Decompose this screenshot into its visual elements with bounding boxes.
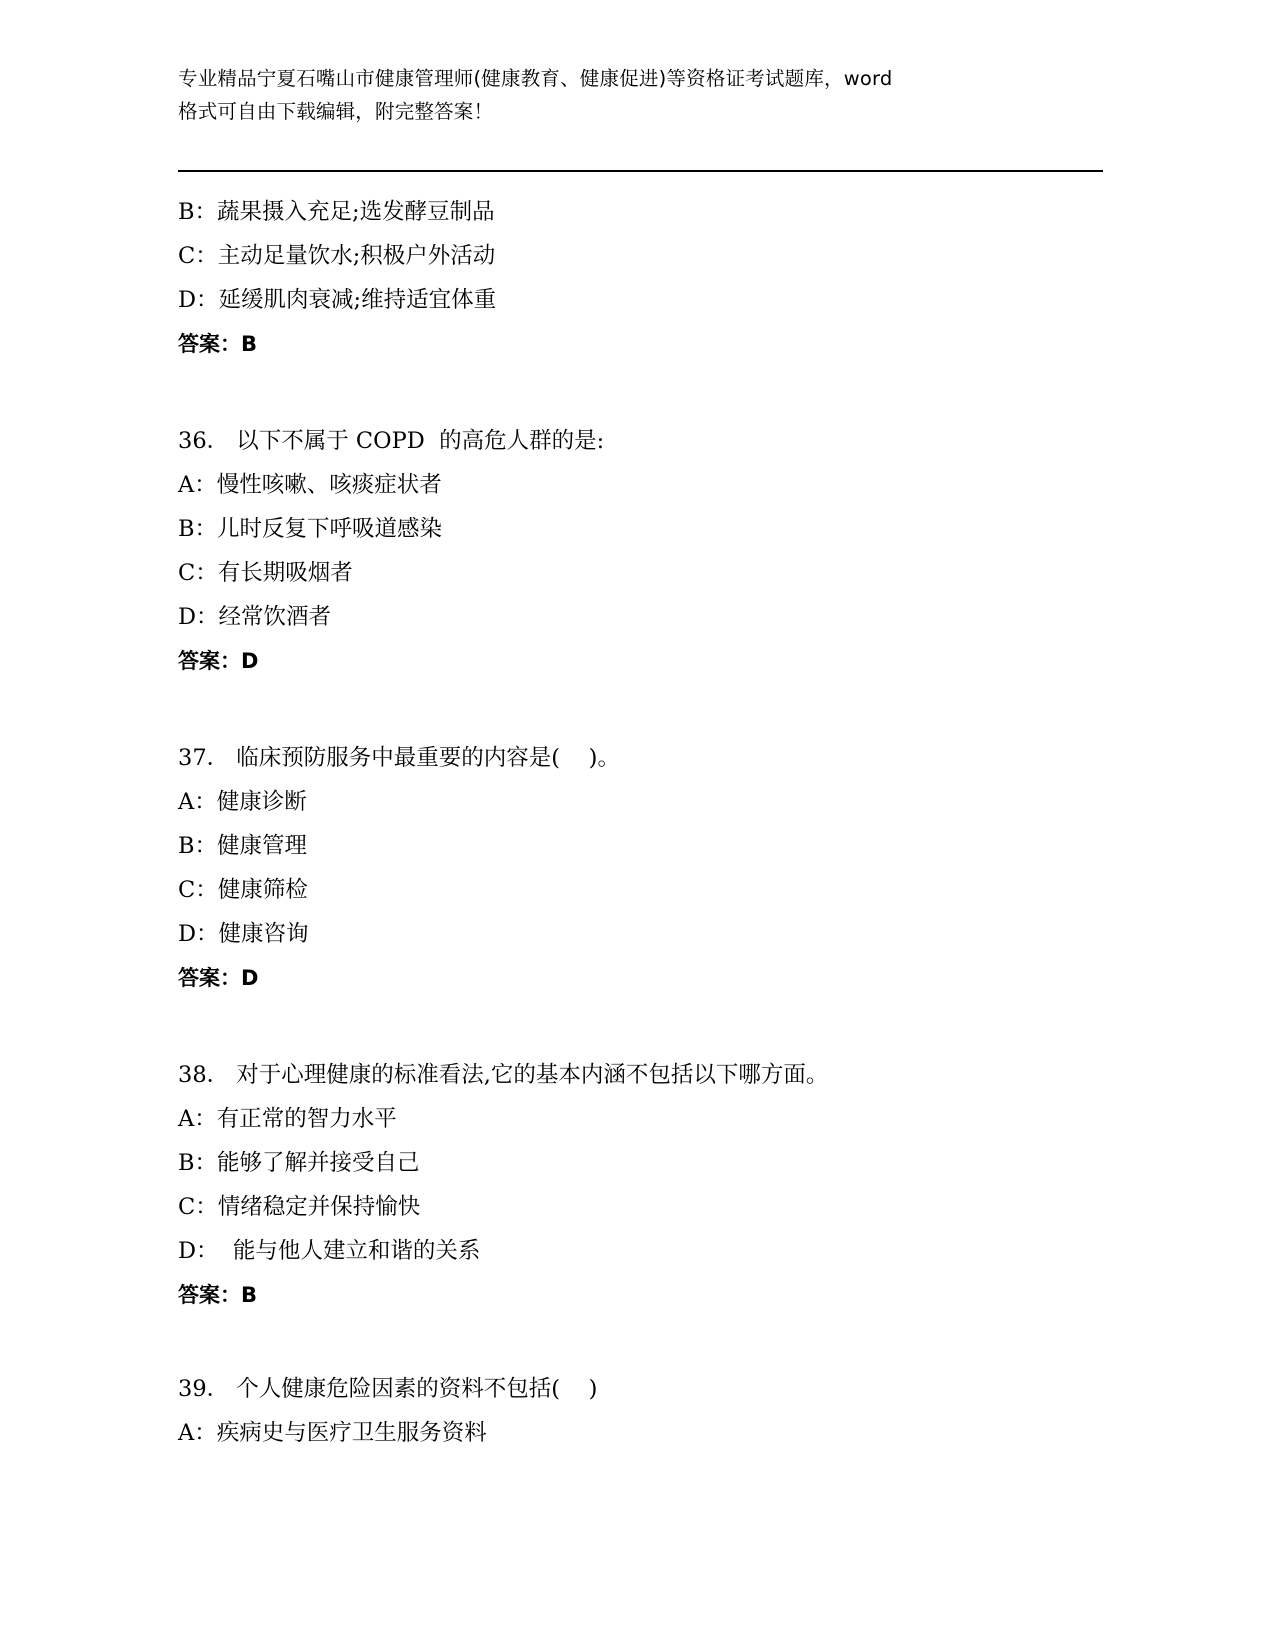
answer-value: D <box>241 966 259 990</box>
option-item: C：主动足量饮水;积极户外活动 <box>178 243 496 269</box>
page-content <box>178 0 1103 1455</box>
answer-label: 答案： <box>178 966 241 990</box>
question-block <box>178 736 1103 1000</box>
option-item: C：健康筛检 <box>178 877 308 903</box>
option-item: A：有正常的智力水平 <box>178 1106 397 1132</box>
option-item: A：健康诊断 <box>178 789 307 815</box>
answer-value: B <box>241 332 258 356</box>
question-block <box>178 1053 1103 1317</box>
option-item: A：疾病史与医疗卫生服务资料 <box>178 1420 487 1446</box>
document-body <box>178 172 1103 1455</box>
answer-line <box>178 639 1103 683</box>
answer-line <box>178 1273 1103 1317</box>
option-item: B：蔬果摄入充足;选发酵豆制品 <box>178 199 495 225</box>
option-item: D： 能与他人建立和谐的关系 <box>178 1238 481 1264</box>
question-block <box>178 419 1103 683</box>
block-spacer <box>178 683 1103 736</box>
block-spacer <box>178 366 1103 419</box>
option-item: D：经常饮酒者 <box>178 604 332 630</box>
question-block <box>178 1367 1103 1455</box>
question-stem: 38． 对于心理健康的标准看法,它的基本内涵不包括以下哪方面。 <box>178 1062 829 1088</box>
answer-line <box>178 322 1103 366</box>
block-spacer <box>178 1000 1103 1053</box>
answer-line <box>178 956 1103 1000</box>
answer-value: D <box>241 649 259 673</box>
option-item: B：儿时反复下呼吸道感染 <box>178 516 443 542</box>
option-item: C：情绪稳定并保持愉快 <box>178 1194 421 1220</box>
option-item: A：慢性咳嗽、咳痰症状者 <box>178 472 442 498</box>
page-header <box>178 0 1103 128</box>
header-line-2: 格式可自由下载编辑，附完整答案！ <box>178 100 494 123</box>
option-item: D：延缓肌肉衰减;维持适宜体重 <box>178 287 497 313</box>
question-stem: 39． 个人健康危险因素的资料不包括( ) <box>178 1376 598 1402</box>
option-item: C：有长期吸烟者 <box>178 560 353 586</box>
answer-value: B <box>241 1283 258 1307</box>
answer-label: 答案： <box>178 649 241 673</box>
header-line-1: 专业精品宁夏石嘴山市健康管理师(健康教育、健康促进)等资格证考试题库，word <box>178 67 893 90</box>
option-item: D：健康咨询 <box>178 921 309 947</box>
option-item: B：能够了解并接受自己 <box>178 1150 420 1176</box>
answer-label: 答案： <box>178 1283 241 1307</box>
question-stem: 36． 以下不属于 COPD 的高危人群的是: <box>178 428 605 454</box>
question-block <box>178 190 1103 366</box>
option-item: B：健康管理 <box>178 833 308 859</box>
question-stem: 37． 临床预防服务中最重要的内容是( )。 <box>178 745 620 771</box>
block-spacer <box>178 1317 1103 1367</box>
answer-label: 答案： <box>178 332 241 356</box>
